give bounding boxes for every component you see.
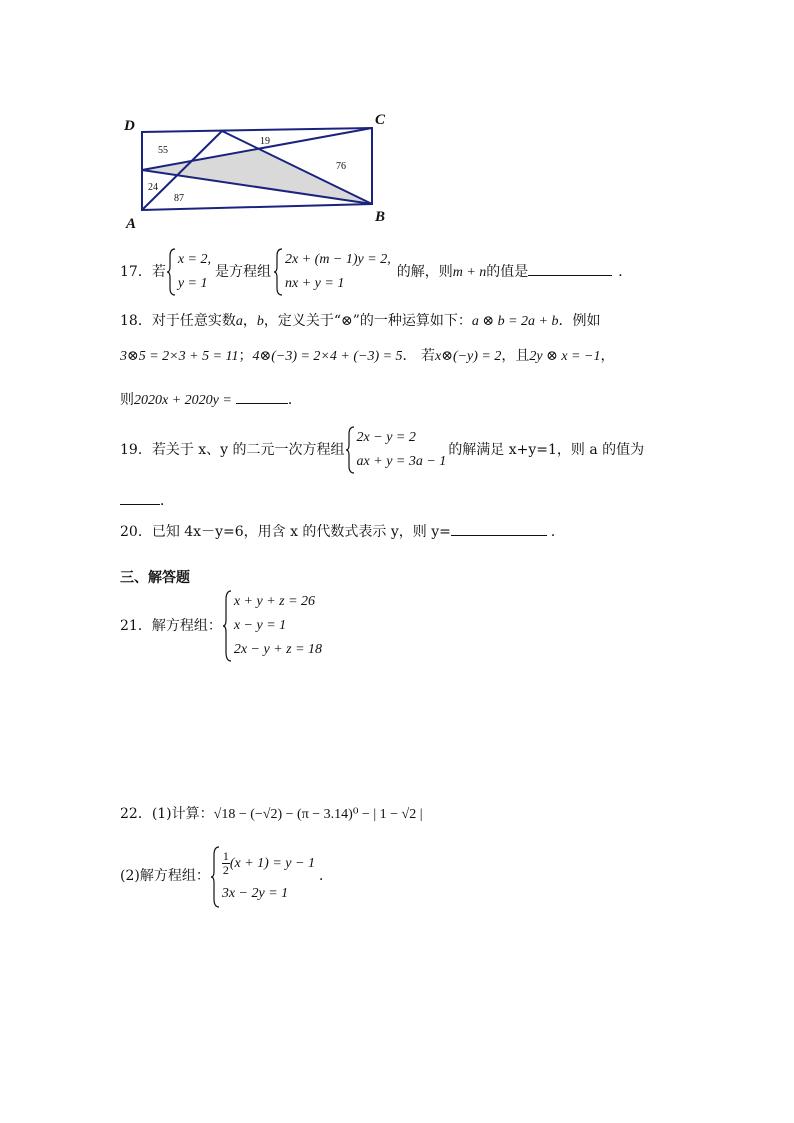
label-a: A <box>126 216 137 232</box>
answer-blank-20[interactable] <box>451 521 547 536</box>
left-brace-icon <box>222 590 232 662</box>
answer-blank-19[interactable] <box>120 490 160 505</box>
question-18-line3: 则2020x + 2020y = ． <box>120 389 302 410</box>
question-19-answer-line: ． <box>120 490 174 510</box>
question-20: 20．已知 4x－y=6，用含 x 的代数式表示 y，则 y= ． <box>120 521 565 541</box>
left-brace-icon <box>273 248 283 296</box>
area-87: 87 <box>174 193 184 204</box>
system-equations: 2x − y = 2 ax + y = 3a − 1 <box>345 426 447 474</box>
left-brace-icon <box>210 846 220 908</box>
section-heading: 三、解答题 <box>120 570 190 586</box>
question-18-line1: 18．对于任意实数a，b，定义关于“⊗”的一种运算如下：a ⊗ b = 2a + b．例如 <box>120 313 601 329</box>
area-76: 76 <box>336 161 346 172</box>
fraction-one-half: $\frac{1}{2}$ <box>222 849 229 878</box>
answer-blank-18[interactable] <box>236 389 288 404</box>
area-55: 55 <box>158 145 168 156</box>
left-brace-icon <box>166 248 176 296</box>
answer-blank-17[interactable] <box>528 261 612 276</box>
system-equations: x + y + z = 26 x − y = 1 2x − y + z = 18 <box>222 590 322 662</box>
system-equations: $\frac{1}{2}$ (x + 1) = y − 1 3x − 2y = 1 <box>210 846 315 906</box>
system-solution: x = 2, y = 1 <box>166 248 211 296</box>
question-22-part2: (2)解方程组： $\frac{1}{2}$ (x + 1) = y − 1 3x − 2y = 1 ． <box>120 846 333 906</box>
question-19: 19．若关于 x、y 的二元一次方程组 2x − y = 2 ax + y = 3a − 1 的解满足 x+y=1，则 a 的值为 <box>120 426 644 474</box>
label-b: B <box>375 209 386 225</box>
geometry-figure <box>118 104 398 232</box>
left-brace-icon <box>345 426 355 474</box>
question-21: 21．解方程组： x + y + z = 26 x − y = 1 2x − y + z = 18 <box>120 590 322 662</box>
question-18-line2: 3⊗5 = 2×3 + 5 = 11；4⊗(−3) = 2×4 + (−3) = 5． 若x⊗(−y) = 2，且2y ⊗ x = −1， <box>120 348 615 364</box>
system-equations: 2x + (m − 1)y = 2, nx + y = 1 <box>273 248 391 296</box>
label-c: C <box>375 112 386 128</box>
question-22-part1: 22．(1)计算：√18 − (−√2) − (π − 3.14)⁰ − | 1 − √2 | <box>120 806 423 822</box>
question-17: 17．若 x = 2, y = 1 是方程组 2x + (m − 1)y = 2, nx + y = 1 的解，则m + n的值是 ． <box>120 248 632 296</box>
area-24: 24 <box>148 182 158 193</box>
area-19: 19 <box>260 136 270 147</box>
label-d: D <box>124 118 135 134</box>
